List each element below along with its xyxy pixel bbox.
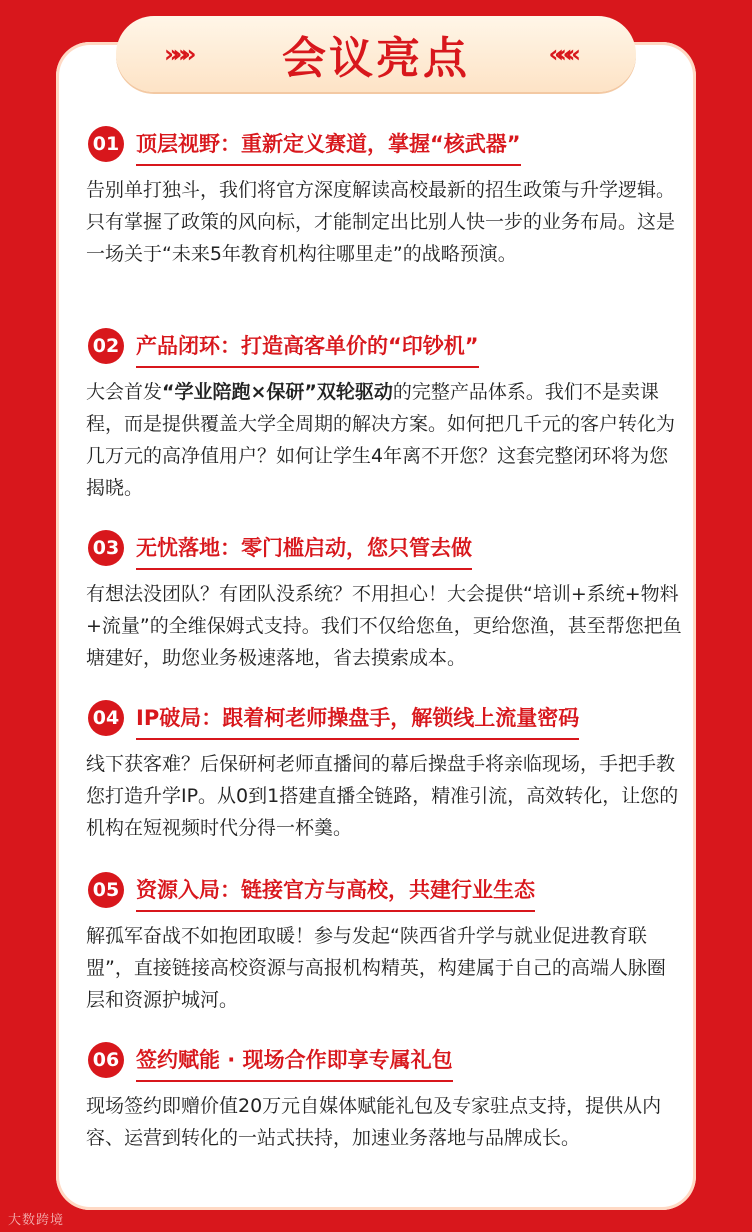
section-number: 04 xyxy=(88,700,124,736)
highlight-section-05 xyxy=(86,872,686,1016)
section-body xyxy=(86,376,686,504)
watermark: 大数跨境 xyxy=(8,1213,65,1228)
section-number: 01 xyxy=(88,126,124,162)
section-body: 告别单打独斗，我们将官方深度解读高校最新的招生政策与升学逻辑。只有掌握了政策的风向标，才能制定出比别人快一步的业务布局。这是一场关于“未来5年教育机构往哪里走”的战略预演。 xyxy=(86,179,676,265)
section-body-lead: 大会首发 xyxy=(86,381,163,403)
highlight-section-06 xyxy=(86,1042,686,1154)
section-title: 资源入局：链接官方与高校，共建行业生态 xyxy=(136,874,535,912)
section-title: 产品闭环：打造高客单价的“印钞机” xyxy=(136,330,479,368)
section-title: IP破局：跟着柯老师操盘手，解锁线上流量密码 xyxy=(136,702,579,740)
chevron-right-icon: »»» xyxy=(164,40,190,68)
highlight-section-04 xyxy=(86,700,686,844)
section-number: 03 xyxy=(88,530,124,566)
section-title: 签约赋能 · 现场合作即享专属礼包 xyxy=(136,1044,453,1082)
title-banner xyxy=(116,16,636,92)
section-number: 06 xyxy=(88,1042,124,1078)
section-title: 无忧落地：零门槛启动，您只管去做 xyxy=(136,532,472,570)
highlight-section-03 xyxy=(86,530,686,674)
section-body: 现场签约即赠价值20万元自媒体赋能礼包及专家驻点支持，提供从内容、运营到转化的一站式扶持，加速业务落地与品牌成长。 xyxy=(86,1095,662,1149)
section-body: 解孤军奋战不如抱团取暖！参与发起“陕西省升学与就业促进教育联盟”，直接链接高校资源与高报机构精英，构建属于自己的高端人脉圈层和资源护城河。 xyxy=(86,925,666,1011)
section-body-emphasis: “学业陪跑×保研”双轮驱动 xyxy=(162,381,393,403)
section-title: 顶层视野：重新定义赛道，掌握“核武器” xyxy=(136,128,521,166)
page-title: 会议亮点 xyxy=(282,33,470,84)
section-number: 02 xyxy=(88,328,124,364)
highlight-section-02 xyxy=(86,328,686,504)
section-body-rest: 的完整产品体系。我们不是卖课程，而是提供覆盖大学全周期的解决方案。如何把几千元的客户转化为几万元的高净值用户？如何让学生4年离不开您？这套完整闭环将为您揭晓。 xyxy=(86,381,676,499)
section-body: 有想法没团队？有团队没系统？不用担心！大会提供“培训+系统+物料+流量”的全维保姆式支持。我们不仅给您鱼，更给您渔，甚至帮您把鱼塘建好，助您业务极速落地，省去摸索成本。 xyxy=(86,583,682,669)
chevron-left-icon: ««« xyxy=(548,40,574,68)
highlight-section-01 xyxy=(86,126,686,270)
section-number: 05 xyxy=(88,872,124,908)
section-body: 线下获客难？后保研柯老师直播间的幕后操盘手将亲临现场，手把手教您打造升学IP。从0到1搭建直播全链路，精准引流，高效转化，让您的机构在短视频时代分得一杯羹。 xyxy=(86,753,679,839)
